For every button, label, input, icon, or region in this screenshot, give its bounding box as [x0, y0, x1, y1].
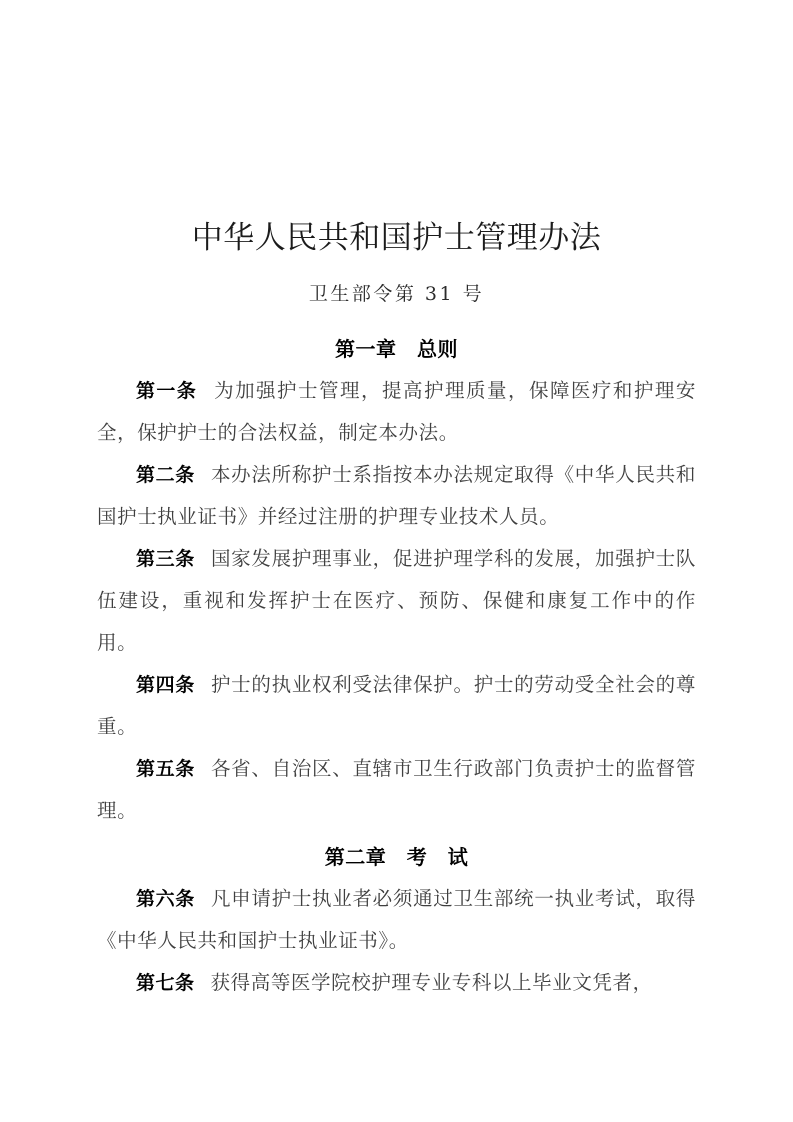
- document-body: [97, 328, 696, 1004]
- article-3: [97, 538, 696, 664]
- article-2-label: 第二条: [136, 464, 195, 486]
- article-4-text: 护士的执业权利受法律保护。护士的劳动受全社会的尊重。: [97, 673, 696, 738]
- article-7-text: 获得高等医学院校护理专业专科以上毕业文凭者，: [210, 971, 653, 994]
- article-6-text: 凡申请护士执业者必须通过卫生部统一执业考试，取得《中华人民共和国护士执业证书》。: [97, 887, 696, 952]
- article-6: [97, 878, 696, 962]
- chapter-heading-1: 第一章 总则: [335, 337, 458, 361]
- article-3-label: 第三条: [136, 548, 195, 570]
- article-2: [97, 454, 696, 538]
- article-4: [97, 664, 696, 748]
- article-4-label: 第四条: [136, 674, 195, 696]
- article-7-label: 第七条: [136, 972, 195, 994]
- article-5-text: 各省、自治区、直辖市卫生行政部门负责护士的监督管理。: [97, 757, 696, 822]
- article-5-label: 第五条: [136, 758, 195, 780]
- chapter-heading-2: 第二章 考 试: [324, 845, 469, 869]
- article-1: [97, 370, 696, 454]
- article-1-text: 为加强护士管理，提高护理质量，保障医疗和护理安全，保护护士的合法权益，制定本办法。: [97, 379, 696, 444]
- article-5: [97, 748, 696, 832]
- article-2-text: 本办法所称护士系指按本办法规定取得《中华人民共和国护士执业证书》并经过注册的护理专业技术人员。: [97, 463, 696, 528]
- document-decree-number: 卫生部令第 31 号: [308, 283, 485, 305]
- page-title: 中华人民共和国护士管理办法: [191, 220, 602, 256]
- article-7: [97, 962, 696, 1004]
- article-1-label: 第一条: [136, 380, 198, 402]
- article-6-label: 第六条: [136, 888, 195, 910]
- article-3-text: 国家发展护理事业，促进护理学科的发展，加强护士队伍建设，重视和发挥护士在医疗、预防、保健和康复工作中的作用。: [97, 547, 696, 654]
